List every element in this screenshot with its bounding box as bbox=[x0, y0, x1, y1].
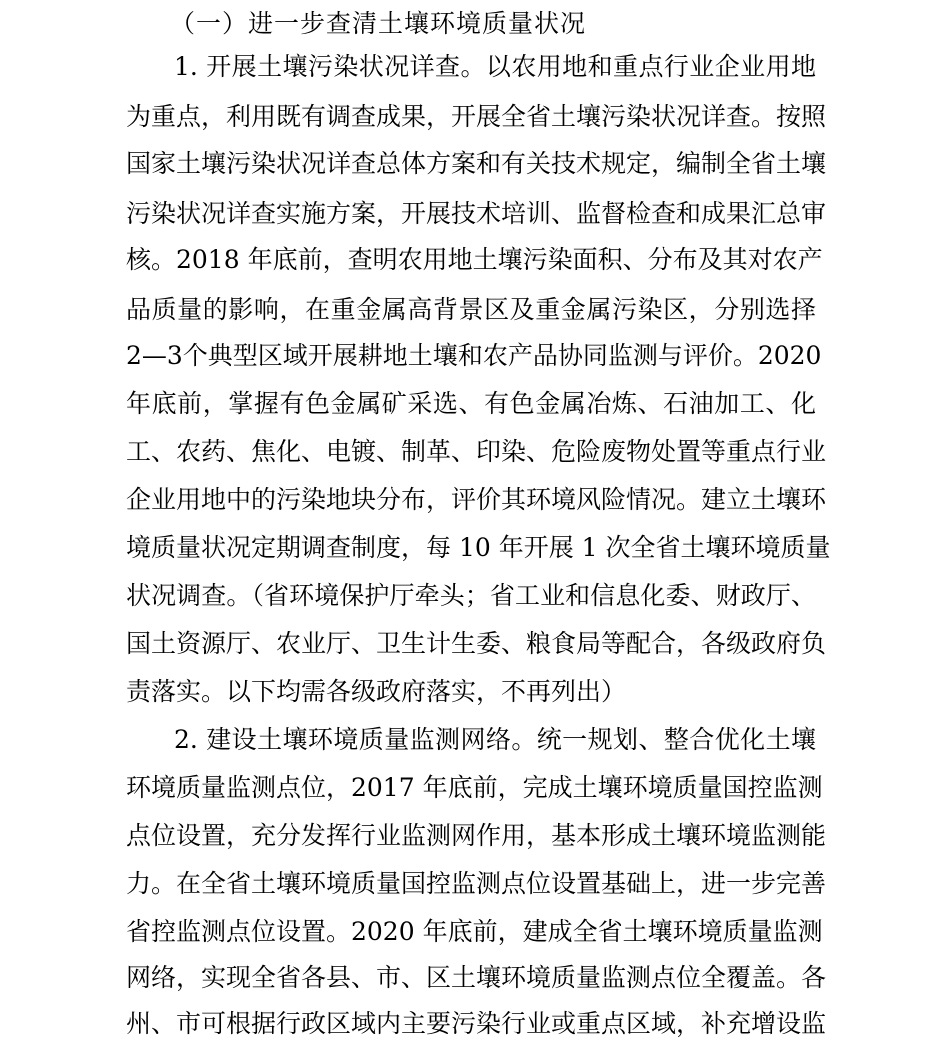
paragraph-1-line: 2—3个典型区域开展耕地土壤和农产品协同监测与评价。2020 bbox=[126, 341, 822, 370]
paragraph-1-line: 国土资源厅、农业厅、卫生计生委、粮食局等配合，各级政府负 bbox=[126, 629, 827, 658]
paragraph-1-line: 品质量的影响，在重金属高背景区及重金属污染区，分别选择 bbox=[126, 295, 816, 324]
paragraph-2-line: 2. 建设土壤环境质量监测网络。统一规划、整合优化土壤 bbox=[174, 725, 816, 754]
paragraph-1-line: 1. 开展土壤污染状况详查。以农用地和重点行业企业用地 bbox=[174, 52, 816, 81]
paragraph-1-line: 年底前，掌握有色金属矿采选、有色金属冶炼、石油加工、化 bbox=[126, 389, 816, 418]
paragraph-1-line: 责落实。以下均需各级政府落实，不再列出） bbox=[126, 677, 627, 706]
paragraph-2-line: 网络，实现全省各县、市、区土壤环境质量监测点位全覆盖。各 bbox=[126, 963, 827, 992]
paragraph-1-line: 工、农药、焦化、电镀、制革、印染、危险废物处置等重点行业 bbox=[126, 437, 827, 466]
paragraph-1-line: 核。2018 年底前，查明农用地土壤污染面积、分布及其对农产 bbox=[126, 245, 823, 274]
paragraph-1-line: 状况调查。（省环境保护厅牵头；省工业和信息化委、财政厅、 bbox=[126, 581, 816, 610]
paragraph-2-line: 省控监测点位设置。2020 年底前，建成全省土壤环境质量监测 bbox=[126, 917, 823, 946]
paragraph-1-line: 企业用地中的污染地块分布，评价其环境风险情况。建立土壤环 bbox=[126, 485, 827, 514]
paragraph-2-line: 力。在全省土壤环境质量国控监测点位设置基础上，进一步完善 bbox=[126, 869, 827, 898]
paragraph-1-line: 境质量状况定期调查制度，每 10 年开展 1 次全省土壤环境质量 bbox=[126, 533, 831, 562]
paragraph-2-line: 州、市可根据行政区域内主要污染行业或重点区域，补充增设监 bbox=[126, 1009, 827, 1038]
section-heading: （一）进一步查清土壤环境质量状况 bbox=[170, 9, 587, 38]
paragraph-1-line: 为重点，利用既有调查成果，开展全省土壤污染状况详查。按照 bbox=[126, 102, 827, 131]
paragraph-2-line: 环境质量监测点位，2017 年底前，完成土壤环境质量国控监测 bbox=[126, 773, 823, 802]
paragraph-1-line: 国家土壤污染状况详查总体方案和有关技术规定，编制全省土壤 bbox=[126, 149, 827, 178]
paragraph-1-line: 污染状况详查实施方案，开展技术培训、监督检查和成果汇总审 bbox=[126, 199, 827, 228]
paragraph-2-line: 点位设置，充分发挥行业监测网作用，基本形成土壤环境监测能 bbox=[126, 821, 827, 850]
